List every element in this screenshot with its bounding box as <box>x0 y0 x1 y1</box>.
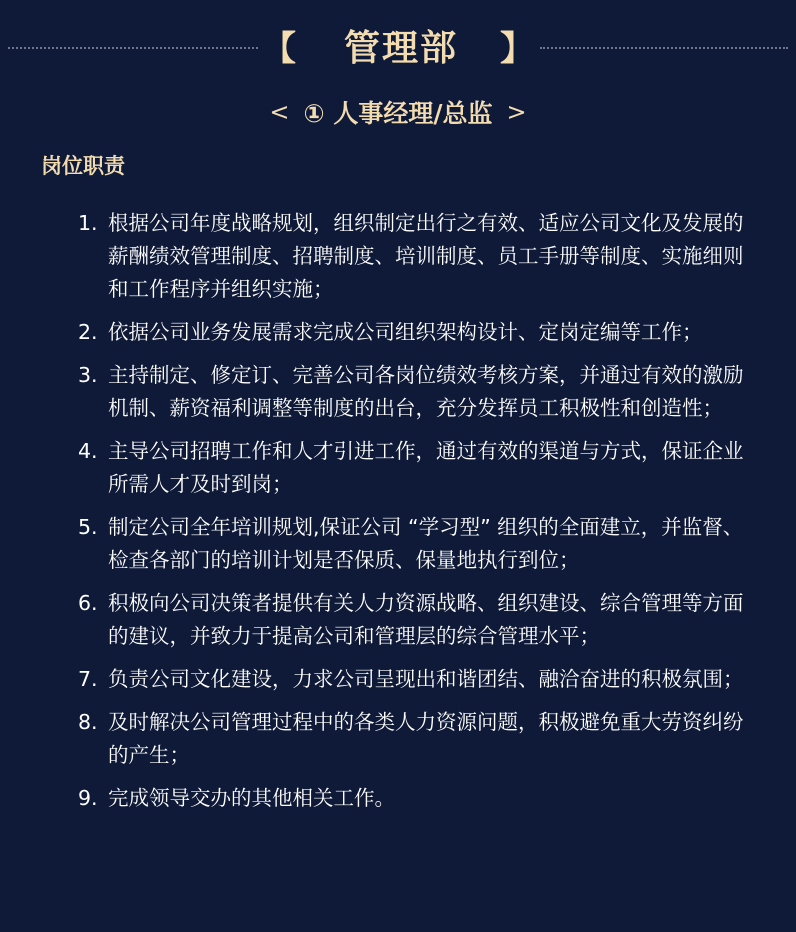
duty-number: 1. <box>78 211 98 235</box>
duties-list <box>0 207 796 825</box>
department-title-row <box>0 24 796 74</box>
duty-text: 及时解决公司管理过程中的各类人力资源问题，积极避免重大劳资纠纷的产生； <box>108 710 744 767</box>
duty-item <box>0 706 796 772</box>
duty-text: 积极向公司决策者提供有关人力资源战略、组织建设、综合管理等方面的建议，并致力于提高公司和管理层的综合管理水平； <box>108 591 744 648</box>
position-subtitle <box>0 92 796 132</box>
left-dotted-divider <box>8 47 258 49</box>
duty-text: 主持制定、修定订、完善公司各岗位绩效考核方案，并通过有效的激励机制、薪资福利调整等制度的出台，充分发挥员工积极性和创造性； <box>108 363 744 420</box>
duty-number: 2. <box>78 320 98 344</box>
duty-item <box>0 511 796 577</box>
department-name: 管理部 <box>343 28 458 69</box>
duty-item <box>0 587 796 653</box>
duty-text: 主导公司招聘工作和人才引进工作，通过有效的渠道与方式，保证企业所需人才及时到岗； <box>108 439 744 496</box>
right-chevron: > <box>506 98 527 126</box>
duty-item <box>0 663 796 696</box>
duty-number: 9. <box>78 786 98 810</box>
duty-item <box>0 782 796 815</box>
duty-item <box>0 316 796 349</box>
duty-item <box>0 435 796 501</box>
duty-text: 完成领导交办的其他相关工作。 <box>108 786 395 810</box>
duty-number: 5. <box>78 515 98 539</box>
right-dotted-divider <box>540 47 788 49</box>
duty-number: 4. <box>78 439 98 463</box>
left-chevron: < <box>269 98 290 126</box>
duty-number: 3. <box>78 363 98 387</box>
position-title: ① 人事经理/总监 <box>303 99 493 128</box>
duty-number: 6. <box>78 591 98 615</box>
right-bracket: 】 <box>499 29 534 69</box>
duty-text: 根据公司年度战略规划，组织制定出行之有效、适应公司文化及发展的薪酬绩效管理制度、招聘制度、培训制度、员工手册等制度、实施细则和工作程序并组织实施； <box>108 211 744 301</box>
duty-text: 制定公司全年培训规划,保证公司 “学习型” 组织的全面建立，并监督、检查各部门的培训计划是否保质、保量地执行到位； <box>108 515 744 572</box>
duty-text: 依据公司业务发展需求完成公司组织架构设计、定岗定编等工作； <box>108 320 703 344</box>
duty-item <box>0 207 796 306</box>
left-bracket: 【 <box>262 29 296 69</box>
duty-item <box>0 359 796 425</box>
department-title <box>262 24 534 74</box>
duty-text: 负责公司文化建设，力求公司呈现出和谐团结、融洽奋进的积极氛围； <box>108 667 744 691</box>
duty-number: 8. <box>78 710 98 734</box>
section-heading: 岗位职责 <box>41 154 125 178</box>
duty-number: 7. <box>78 667 98 691</box>
